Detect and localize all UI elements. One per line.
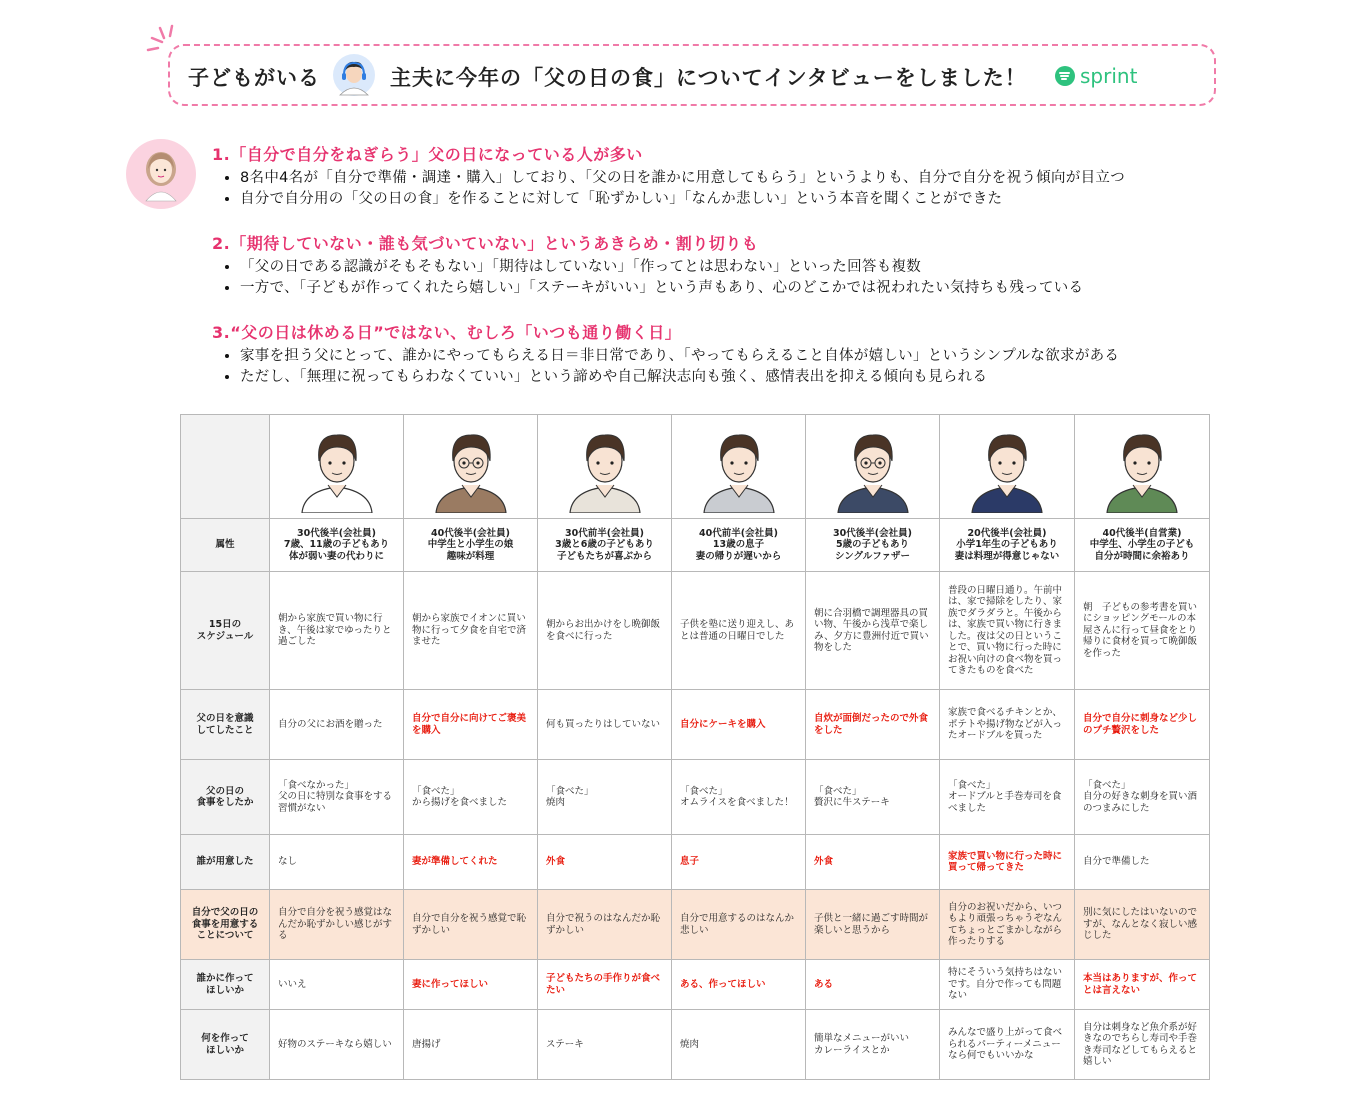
finding-bullet: • 自分で自分用の「父の日の食」を作ることに対して「恥ずかしい」「なんか悲しい」という本音を聞くことができた — [240, 189, 1125, 210]
cell-schedule: 普段の日曜日通り。午前中は、家で掃除をしたり、家族でダラダラと。午後からは、家族で買い物に行きました。夜は父の日ということで、買い物に行った時にお祝い向けの食べ物を買ってきたものを食べた — [940, 572, 1075, 690]
table-row-face — [181, 415, 1210, 519]
man-avatar-striped-shirt-icon — [940, 415, 1075, 519]
cell-schedule: 朝からお出かけをし晩御飯を食べに行った — [538, 572, 672, 690]
table-row-meal — [181, 760, 1210, 835]
finding-bullet: • 「父の日である認識がそもそもない」「期待はしていない」「作ってとは思わない」といった回答も複数 — [240, 257, 1083, 278]
cell-feeling: 別に気にしたはいないのですが、なんとなく寂しい感じした — [1075, 890, 1210, 960]
man-avatar-gray-shirt-icon — [672, 415, 806, 519]
row-label-who: 誰が用意した — [181, 835, 270, 890]
man-avatar-hoodie-icon — [538, 415, 672, 519]
finding-bullet: • 一方で、「子どもが作ってくれたら嬉しい」「ステーキがいい」という声もあり、心のどこかでは祝われたい気持ちも残っている — [240, 278, 1083, 299]
row-label-attr: 属性 — [181, 519, 270, 572]
interview-table — [180, 414, 1210, 1080]
cell-aware: 家族で食べるチキンとか、ポテトや揚げ物などが入ったオードブルを買った — [940, 690, 1075, 760]
row-label-want: 誰かに作って ほしいか — [181, 960, 270, 1010]
finding-title: 3.“父の日は休める日”ではない、むしろ「いつも通り働く日」 — [212, 323, 682, 342]
table-corner — [181, 415, 270, 519]
table-row-aware — [181, 690, 1210, 760]
cell-schedule: 朝 子どもの参考書を買いにショッピングモールの本屋さんに行って昼食をとり帰りに食材を買って晩御飯を作った — [1075, 572, 1210, 690]
cell-feeling: 自分で自分を祝う感覚はなんだか恥ずかしい感じがする — [270, 890, 404, 960]
cell-schedule: 朝から家族で買い物に行き、午後は家でゆったりと過ごした — [270, 572, 404, 690]
cell-want: 妻に作ってほしい — [404, 960, 538, 1010]
row-label-meal: 父の日の 食事をしたか — [181, 760, 270, 835]
finding-section-2 — [212, 231, 1083, 299]
cell-feeling: 子供と一緒に過ごす時間が楽しいと思うから — [806, 890, 940, 960]
cell-who: 妻が準備してくれた — [404, 835, 538, 890]
table-row-who — [181, 835, 1210, 890]
table-row-what — [181, 1010, 1210, 1080]
cell-who: 家族で買い物に行った時に買って帰ってきた — [940, 835, 1075, 890]
man-avatar-glasses-brown-icon — [404, 415, 538, 519]
cell-meal: 「食べた」 自分の好きな刺身を買い酒のつまみにした — [1075, 760, 1210, 835]
cell-meal: 「食べた」 贅沢に牛ステーキ — [806, 760, 940, 835]
cell-feeling: 自分で祝うのはなんだか恥ずかしい — [538, 890, 672, 960]
cell-aware: 自分で自分に刺身など少しのプチ贅沢をした — [1075, 690, 1210, 760]
cell-attr: 30代後半(会社員) 5歳の子どもあり シングルファザー — [806, 519, 940, 572]
cell-what: 焼肉 — [672, 1010, 806, 1080]
cell-meal: 「食べなかった」 父の日に特別な食事をする習慣がない — [270, 760, 404, 835]
cell-want: 特にそういう気持ちはないです。自分で作っても問題ない — [940, 960, 1075, 1010]
cell-what: 簡単なメニューがいい カレーライスとか — [806, 1010, 940, 1080]
cell-attr: 40代前半(会社員) 13歳の息子 妻の帰りが遅いから — [672, 519, 806, 572]
cell-want: 本当はありますが、作ってとは言えない — [1075, 960, 1210, 1010]
finding-bullet: • 家事を担う父にとって、誰かにやってもらえる日＝非日常であり、「やってもらえること自体が嬉しい」というシンプルな欲求がある — [240, 346, 1119, 367]
title-text: 主夫に今年の「父の日の食」についてインタビューをしました！ — [390, 66, 1027, 90]
table-row-schedule — [181, 572, 1210, 690]
title-text-prefix: 子どもがいる — [188, 66, 320, 90]
cell-feeling: 自分のお祝いだから、いつもより頑張っちゃうぞなんてちょっとごまかしながら作ったりする — [940, 890, 1075, 960]
finding-bullet: • 8名中4名が「自分で準備・調達・購入」しており、「父の日を誰かに用意してもらう」というよりも、自分で自分を祝う傾向が目立つ — [240, 168, 1125, 189]
table-row-want — [181, 960, 1210, 1010]
man-avatar-green-shirt-icon — [1075, 415, 1210, 519]
cell-want: 子どもたちの手作りが食べたい — [538, 960, 672, 1010]
sprint-logo-text: sprint — [1080, 64, 1138, 88]
man-avatar-glasses-suit-icon — [806, 415, 940, 519]
cell-who: 息子 — [672, 835, 806, 890]
man-avatar-white-shirt-icon — [270, 415, 404, 519]
cell-want: いいえ — [270, 960, 404, 1010]
cell-aware: 何も買ったりはしていない — [538, 690, 672, 760]
cell-attr: 40代後半(自営業) 中学生、小学生の子ども 自分が時間に余裕あり — [1075, 519, 1210, 572]
cell-attr: 30代前半(会社員) 3歳と6歳の子どもあり 子どもたちが喜ぶから — [538, 519, 672, 572]
cell-aware: 自分の父にお酒を贈った — [270, 690, 404, 760]
cell-feeling: 自分で自分を祝う感覚で恥ずかしい — [404, 890, 538, 960]
finding-title: 2.「期待していない・誰も気づいていない」というあきらめ・割り切りも — [212, 234, 759, 253]
cell-who: 外食 — [806, 835, 940, 890]
cell-attr: 20代後半(会社員) 小学1年生の子どもあり 妻は料理が得意じゃない — [940, 519, 1075, 572]
cell-want: ある、作ってほしい — [672, 960, 806, 1010]
finding-bullet: • ただし、「無理に祝ってもらわなくていい」という諦めや自己解決志向も強く、感情表出を抑える傾向も見られる — [240, 367, 1119, 388]
sprint-logo — [1054, 64, 1137, 88]
cell-feeling: 自分で用意するのはなんか悲しい — [672, 890, 806, 960]
cell-aware: 自分にケーキを購入 — [672, 690, 806, 760]
table-row-attr — [181, 519, 1210, 572]
finding-section-1 — [212, 142, 1125, 210]
cell-aware: 自炊が面倒だったので外食をした — [806, 690, 940, 760]
table-row-feeling — [181, 890, 1210, 960]
cell-want: ある — [806, 960, 940, 1010]
row-label-what: 何を作って ほしいか — [181, 1010, 270, 1080]
cell-attr: 30代後半(会社員) 7歳、11歳の子どもあり 体が弱い妻の代わりに — [270, 519, 404, 572]
cell-what: 自分は刺身など魚介系が好きなのでちらし寿司や手巻き寿司などしてもらえると嬉しい — [1075, 1010, 1210, 1080]
man-headset-avatar-icon — [332, 53, 376, 97]
cell-meal: 「食べた」 オムライスを食べました！ — [672, 760, 806, 835]
cell-who: 自分で準備した — [1075, 835, 1210, 890]
cell-schedule: 朝から家族でイオンに買い物に行って夕食を自宅で済ませた — [404, 572, 538, 690]
cell-what: みんなで盛り上がって食べられるパーティーメニューなら何でもいいかな — [940, 1010, 1075, 1080]
interviewer-avatar — [126, 139, 196, 209]
row-label-feeling: 自分で父の日の 食事を用意する ことについて — [181, 890, 270, 960]
cell-aware: 自分で自分に向けてご褒美を購入 — [404, 690, 538, 760]
cell-what: 唐揚げ — [404, 1010, 538, 1080]
row-label-schedule: 15日の スケジュール — [181, 572, 270, 690]
cell-what: ステーキ — [538, 1010, 672, 1080]
cell-who: 外食 — [538, 835, 672, 890]
finding-section-3 — [212, 320, 1119, 388]
cell-schedule: 朝に合羽橋で調理器具の買い物、午後から浅草で楽しみ、夕方に豊洲付近で買い物をした — [806, 572, 940, 690]
cell-schedule: 子供を塾に送り迎えし、あとは普通の日曜日でした — [672, 572, 806, 690]
cell-what: 好物のステーキなら嬉しい — [270, 1010, 404, 1080]
sprint-logo-icon — [1054, 65, 1076, 87]
cell-meal: 「食べた」 焼肉 — [538, 760, 672, 835]
cell-meal: 「食べた」 オードブルと手巻寿司を食べました — [940, 760, 1075, 835]
row-label-aware: 父の日を意識 してしたこと — [181, 690, 270, 760]
woman-avatar-icon — [126, 139, 196, 209]
cell-attr: 40代後半(会社員) 中学生と小学生の娘 趣味が料理 — [404, 519, 538, 572]
finding-title: 1.「自分で自分をねぎらう」父の日になっている人が多い — [212, 145, 643, 164]
cell-who: なし — [270, 835, 404, 890]
cell-meal: 「食べた」 から揚げを食べました — [404, 760, 538, 835]
